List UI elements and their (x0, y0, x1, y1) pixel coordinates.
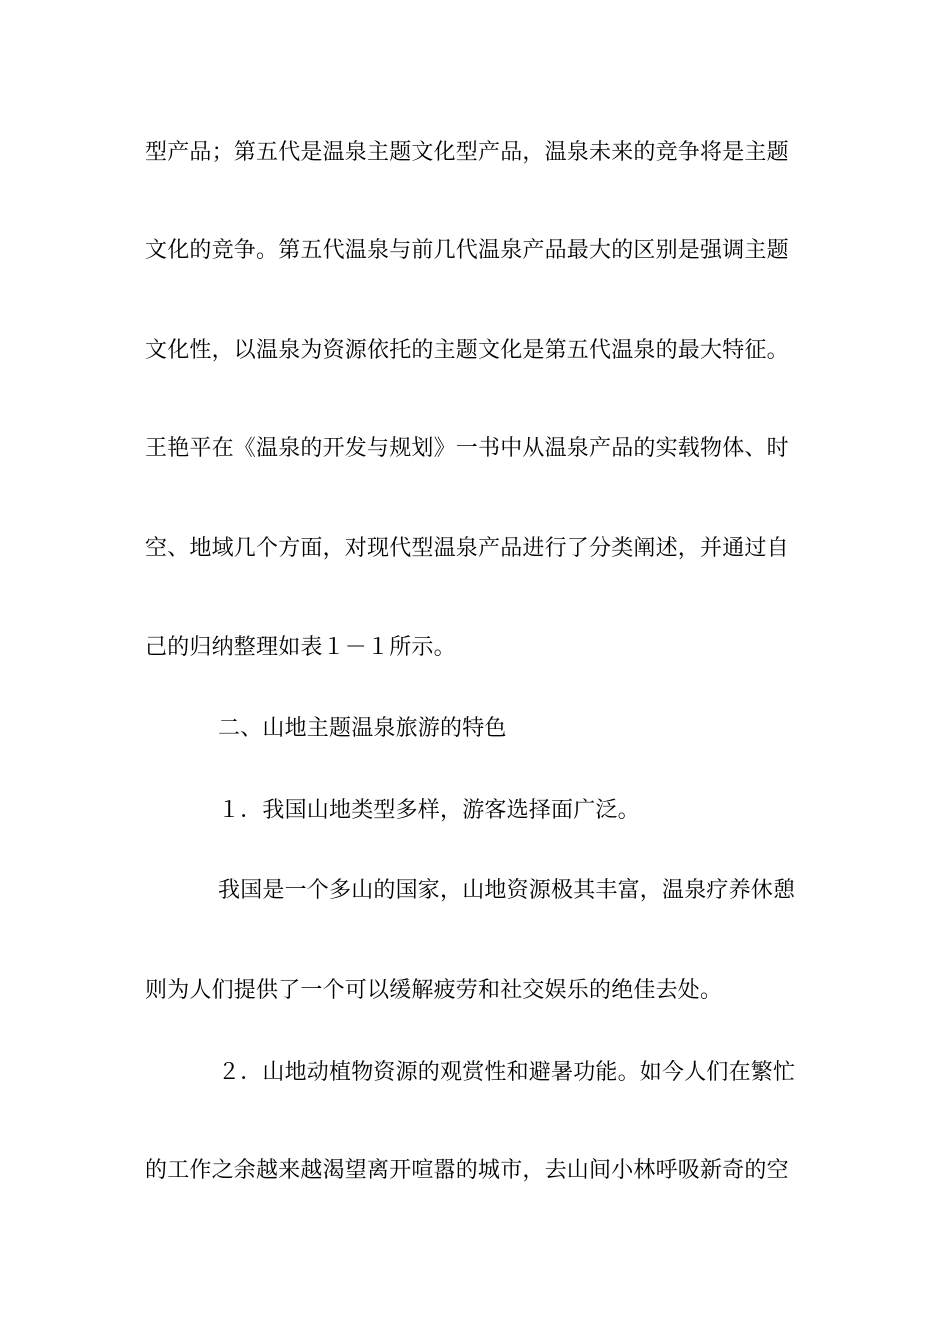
body-text-line: 型产品；第五代是温泉主题文化型产品，温泉未来的竞争将是主题 (145, 140, 789, 165)
body-text-line: 王艳平在《温泉的开发与规划》一书中从温泉产品的实载物体、时 (145, 436, 789, 461)
subsection-heading: １．我国山地类型多样，游客选择面广泛。 (218, 798, 640, 823)
body-text-line: 文化性，以温泉为资源依托的主题文化是第五代温泉的最大特征。 (145, 338, 789, 363)
body-text-line: 的工作之余越来越渴望离开喧嚣的城市，去山间小林呼吸新奇的空 (145, 1158, 789, 1183)
body-text-line: 我国是一个多山的国家，山地资源极其丰富，温泉疗养休憩 (218, 878, 796, 903)
section-heading: 二、山地主题温泉旅游的特色 (218, 716, 507, 741)
body-text-line: 空、地域几个方面，对现代型温泉产品进行了分类阐述，并通过自 (145, 536, 789, 561)
body-text-line: 则为人们提供了一个可以缓解疲劳和社交娱乐的绝佳去处。 (145, 978, 723, 1003)
subsection-heading: ２．山地动植物资源的观赏性和避暑功能。如今人们在繁忙 (218, 1060, 796, 1085)
body-text-line: 文化的竞争。第五代温泉与前几代温泉产品最大的区别是强调主题 (145, 238, 789, 263)
body-text-line: 己的归纳整理如表１－１所示。 (145, 635, 456, 660)
